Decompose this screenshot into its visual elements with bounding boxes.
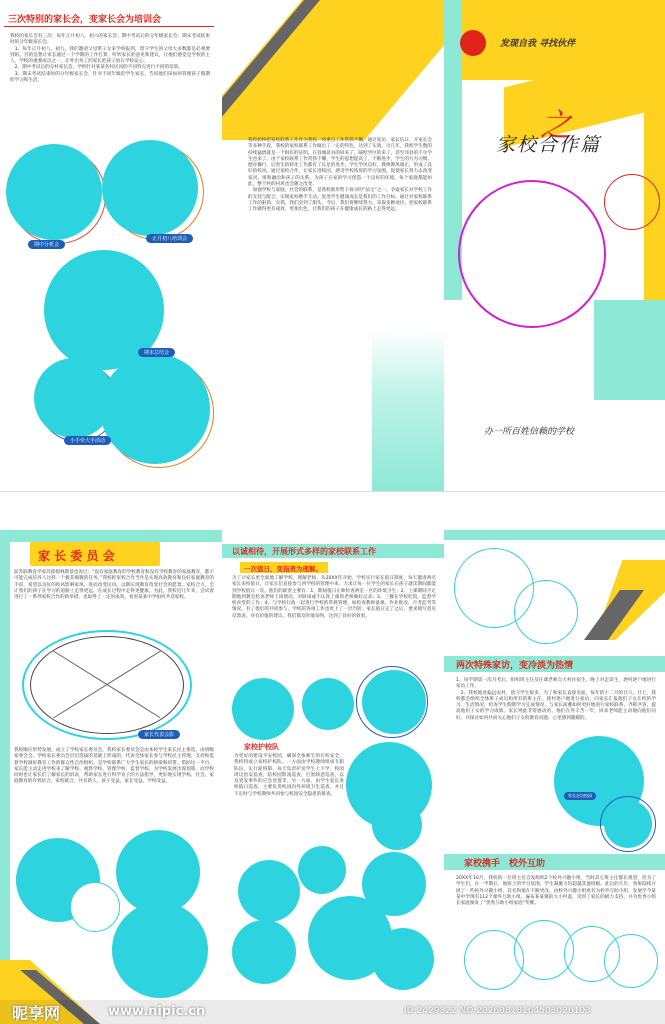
- top-sheet: [0, 0, 665, 492]
- photo-circle: [6, 144, 102, 240]
- photo-ring: [356, 666, 428, 738]
- cover-title: 家校合作篇: [496, 134, 602, 156]
- caption-tag: 家长代表会影: [138, 730, 180, 739]
- bottom-middle-panel: [222, 530, 444, 1024]
- cover-slogan: 发现自我 寻找伙伴: [500, 39, 576, 49]
- mint-header: [0, 530, 222, 542]
- br-title2: 家校携手 校外互助: [464, 859, 546, 869]
- bm-sub2: 家校护校队: [244, 743, 279, 751]
- photo-circle: [302, 678, 354, 730]
- watermark-id: ID:2429322 NO:20260818164503026103: [404, 1006, 591, 1016]
- empty-ring: [604, 934, 658, 988]
- cover-zhi: 之: [540, 106, 573, 144]
- top-middle-panel: [222, 0, 444, 492]
- photo-ring: [600, 796, 656, 852]
- watermark-logo: 昵享网: [12, 1004, 61, 1023]
- caption-tag: 家长走访校园: [564, 792, 596, 800]
- photo-circle: [232, 920, 296, 984]
- bottom-left-text1: 前苏联教育学家苏霍姆林斯基也说过：“没有家庭教育的学校教育和没有学校教育的家庭教育，都不可能完成培养人这样一个极其细微的任务。”我校把家校合作当作是实现高效教育和良好家庭教育的手段，希望以良好的校风影响家风，进而改变民风，以期实现教育改变社会的愿景。家校合力，会让我们的孩子在学习的道路上走得更远。在成长过程中走得更健康。为此，我校近几年来，尝试着进行了一系列家校合作的新举措，也取得了一定的成效。看看某某中学如何共话家校。: [14, 570, 214, 601]
- caption-tag: 小手牵大手活动: [64, 436, 111, 445]
- caption-tag: 期末总结会: [138, 348, 175, 357]
- bottom-right-panel: [444, 530, 665, 1024]
- cover-panel: [444, 0, 665, 492]
- title-underline: [4, 26, 214, 27]
- empty-ring: [514, 580, 578, 644]
- photo-circle: [112, 902, 208, 998]
- photo-circle: [102, 140, 198, 236]
- br-text2: 20XX年10月，我校的一位班主任自发组织2个校外兴趣小组，当时其它班主任都在观望，但为了学生们，在一学期后，他班上的学习氛围、学生凝聚力均超越其他班级。此后的几年，各班陆续开展了一些校外兴趣小组，其名和他在不断更改，由校外兴趣小组更名为校外互助小组，发展至今某某中学现有112个课外互助小组，遍布某某镇的大小村落，受到了家长的极力支持，并为优秀小组长家庭颁发了“优秀互助小组家庭”奖牌。: [456, 876, 656, 907]
- photo-circle: [232, 678, 294, 740]
- br-text1: 1、每学期第一次月考后，组织班主任及任课老师自大村住宿生、晚上对走读生，逐村逐户地进行家访工作。 2、我校地处偏远农村，留守学生很多，为了和家长直接见面，每年的十二月的廿六、廿七，我校都会组织全体班子成员和所有的班主任，逐村逐户地进行家访。向家长汇报他们子女在校的学习、生活情况，检查学生假期学习完成情况，与家长面叠如何更好地进行家校联系，齐抓共管，提高他们子女的学习成绩。家长则此非常感动的，他们在外辛苦一年，回来老师能主动地向他们问好，并探讨如何共同关心他们子女的教育问题，心里感到暖暖的。: [456, 678, 656, 721]
- bottom-left-text2: 我校顺应形势发展，成立了学校家长委员会。我校家长委员会是由本校学生家长民主推选，由班级家委会会、学校家长委员会层层选拔的基础上形成的，代表全体家长参与学校民主管理，支持和监督学校做好教育工作的群众性自治组织，是学校联系广大学生家长的桥梁和纽带。借助这一平台，家长能主动走进学校来了解学校、观察学校、管理学校、监督学校，为学校发展出谋划策，而学校同时也让家长们了解家长的诉求，帮助家长进行科学育子的方法指导，更好地实现学校、社会、家庭教育的有机结合，家校联合，共育新人，孩子受益，家长受益，学校受益。: [14, 748, 214, 785]
- top-left-text: 我校的家长会有三次：每年正月初八、初六的家长会；期中考试后的分年级家长会；期末考试结束时的分年级家长会。 1、每年正月初八、初九，我们邀请父母带子女来学校报到，留守学生的父母大多数都是必须要到的。目的是想让家长通过一个学期的工作打算，听听家长的意见和建议，让他们感觉是学校的主人，学校的重要成员之一，让外出务工的家长把孩子放在学校安心。 2、期中考试后的分村家长会，学校针对某某各村民风的不同特点进行不同的培训。 3、期末考试结束时的分年级家长会，针对不同年级的学生家长，告诉他们该如何管理孩子假期的学习和生活。: [10, 34, 210, 84]
- photo-circle: [70, 882, 120, 932]
- red-dot: [460, 30, 486, 56]
- photo-circle: [372, 928, 434, 990]
- br-title1: 两次特殊家访，变冷淡为热情: [456, 661, 574, 671]
- caption-tag: 正月初八培训会: [146, 234, 193, 243]
- photo-circle: [238, 860, 300, 922]
- photo-circle: [372, 800, 422, 850]
- mint-side: [0, 530, 10, 1024]
- top-left-panel: [0, 0, 222, 492]
- top-middle-text: 我校始终把家校联系工作作为我校一项重点工作常抓不懈，通过家访、家长信日、开家长会等多种手段，我校的家校联系工作做出了一定的特色，达到了实效。这几年，我校学生数的持续猛增就是一个很好的证明。在县城读书的回来了，隔壁学区的来了，甚至邻县的不少学生也来了。由于家校联系工作常抓不懈，学生的思想提高了，不断进步，学生的行为习惯、德育操行，后进生的转化工作都有了长足的进步。学生学风良好，教师教风端正，形成了良好的校风。通过家校合作，让家长进校园，感受学校浓厚的学习氛围，促使家长努力去改变家风，缓和融洽和孩子的关系，为孩子在家的学习创造一个良好的环境。每个家庭都能如此，整个村的村风也会随之改变。 加强学校与家庭、社会的联系，是我校新形势下探寻的“法宝”之一。争取家长对学校工作的支持与配合，实现家校携手互动，促进学生健康成长是我们的工作目标。通过对家校联系工作的狠抓、实抓，我们尝到了甜头，今后，我们将继续努力，采取多种途径，把家校联系工作做得更有成效，更加出色，让我们的孩子在健康成长的路上走得更远。: [248, 138, 432, 213]
- photo-circle: [298, 846, 346, 894]
- photo-circle: [100, 354, 210, 464]
- cover-inner-white: [468, 190, 596, 318]
- mint-fill: [372, 330, 444, 492]
- br-mint-top: [444, 530, 665, 540]
- bottom-middle-text1: 为了让家长更全面地了解学校，理解老师，从20XX年开始，学校实行家长值日制度，每天邀请两名家长来校值日，让家长们直接参与到学校的管理中来。力求让每一位学生的家长在孩子就读期间都能到学校值日一次。他们的职责主要有：1、期间值日正师检查两室一区的环境卫生；2、上课期间不定期地到教室检查老师上岗情况，对缺岗或不认真上课的老师做好记录；3、三餐在学校吃饭，监督学校食堂的工作；4、与学校行政一起进行学校的常规管理，如检查教师备课、作业批改、月考监考等情况。有了他们的共同参与，学校的各项工作也更上了一层台阶。家长值日完了之后，要求填写意见反馈表，对有价值的建议，我们都及时地采纳，达到了良好的效果。: [232, 576, 436, 619]
- cover-mint-right: [594, 300, 665, 400]
- bm-sub1: 一次值日，变指责为理解。: [244, 565, 322, 573]
- bottom-sheet: [0, 530, 665, 1024]
- caption-tag: 期中分析会: [28, 240, 65, 249]
- bottom-middle-title: 以诚相待，开展形式多样的家校联系工作: [232, 547, 376, 556]
- bottom-left-title: 家 长 委 员 会: [38, 549, 115, 563]
- watermark-url: www.nipic.cn: [108, 1004, 206, 1019]
- top-left-title: 三次特别的家长会，变家长会为培训会: [8, 15, 162, 25]
- cover-motto: 办一所百姓信赖的学校: [484, 427, 575, 437]
- bottom-middle-text2: 为更好的建设平安校园，确保全体师生的在校安全，我校特成立家校护校队。一方面由学校教师组成专职队伍，实行轮班制，每天负责护送学生上下学，校园周边治安巡查，防校园欺凌巡查，打黑除恶巡查，以及突发事件的应急处置等。另一方面，由学生家长进校值日巡查，主要负责校园内外环境卫生巡查，并且不定时与学校教师共同参与校园安全隐患的排查。: [234, 754, 344, 797]
- cover-ring: [604, 174, 660, 230]
- bottom-left-panel: [0, 530, 222, 1024]
